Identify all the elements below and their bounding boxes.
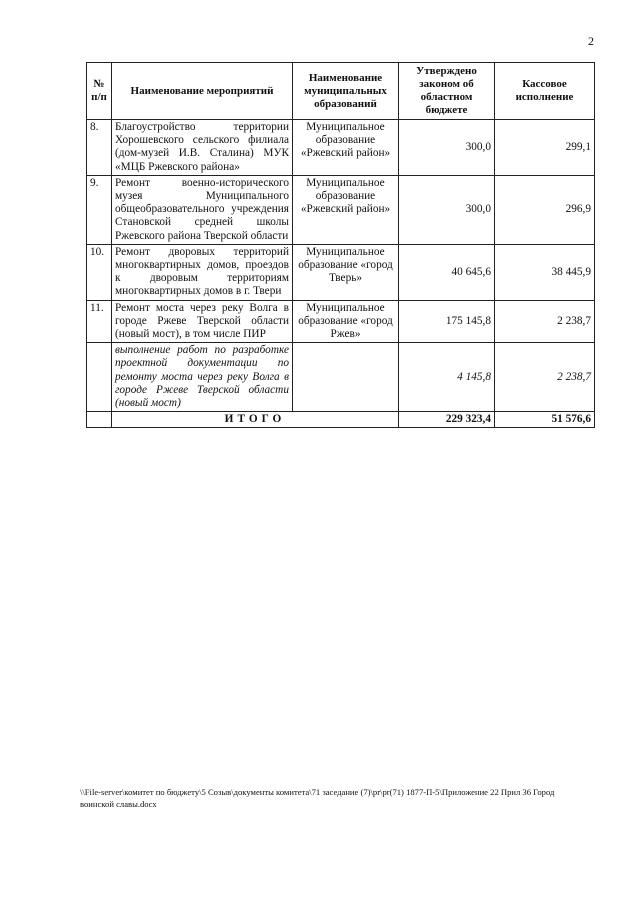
total-row [87, 412, 595, 428]
row-approved: 300,0 [399, 120, 495, 176]
total-executed: 51 576,6 [495, 412, 595, 428]
file-path-footer: \\File-server\комитет по бюджету\5 Созыв\документы комитета\71 заседание (7)\pr\pr(71) 1877-П-5\Приложение 22 Прил 36 Город воинской славы.docx [80, 787, 555, 809]
row-approved: 175 145,8 [399, 300, 495, 343]
row-executed: 296,9 [495, 175, 595, 244]
row-executed: 38 445,9 [495, 244, 595, 300]
row-municipality: Муниципальное образование «Ржевский район» [293, 120, 399, 176]
table-row [87, 175, 595, 244]
row-municipality: Муниципальное образование «Ржевский район» [293, 175, 399, 244]
header-municipality: Наименование муниципальных образований [293, 63, 399, 120]
row-num: 9. [87, 175, 112, 244]
subrow-municipality [293, 343, 399, 412]
total-num [87, 412, 112, 428]
row-approved: 40 645,6 [399, 244, 495, 300]
total-approved: 229 323,4 [399, 412, 495, 428]
header-num: № п/п [87, 63, 112, 120]
row-num: 10. [87, 244, 112, 300]
subrow-approved: 4 145,8 [399, 343, 495, 412]
table-header-row [87, 63, 595, 120]
table-row [87, 244, 595, 300]
row-name: Благоустройство территории Хорошевского сельского филиала (дом-музей И.В. Сталина) МУК «МЦБ Ржевского района» [112, 120, 293, 176]
row-num: 11. [87, 300, 112, 343]
page-number: 2 [588, 34, 594, 48]
row-num: 8. [87, 120, 112, 176]
header-name: Наименование мероприятий [112, 63, 293, 120]
row-municipality: Муниципальное образование «город Ржев» [293, 300, 399, 343]
total-label: ИТОГО [112, 412, 399, 428]
table-row [87, 300, 595, 343]
header-executed: Кассовое исполнение [495, 63, 595, 120]
subrow-executed: 2 238,7 [495, 343, 595, 412]
table-row [87, 120, 595, 176]
header-approved: Утверждено законом об областном бюджете [399, 63, 495, 120]
subrow-name: выполнение работ по разработке проектной документации по ремонту моста через реку Волга в городе Ржеве Тверской области (новый мост) [112, 343, 293, 412]
row-name: Ремонт военно-исторического музея Муниципального общеобразовательного учреждения Становской средней школы Ржевского района Тверской области [112, 175, 293, 244]
row-name: Ремонт дворовых территорий многоквартирных домов, проездов к дворовым территориям многоквартирных домов в г. Твери [112, 244, 293, 300]
row-name: Ремонт моста через реку Волга в городе Ржеве Тверской области (новый мост), в том числе ПИР [112, 300, 293, 343]
budget-table [86, 62, 595, 428]
row-executed: 2 238,7 [495, 300, 595, 343]
row-municipality: Муниципальное образование «город Тверь» [293, 244, 399, 300]
row-approved: 300,0 [399, 175, 495, 244]
subrow-num [87, 343, 112, 412]
table-subrow [87, 343, 595, 412]
row-executed: 299,1 [495, 120, 595, 176]
